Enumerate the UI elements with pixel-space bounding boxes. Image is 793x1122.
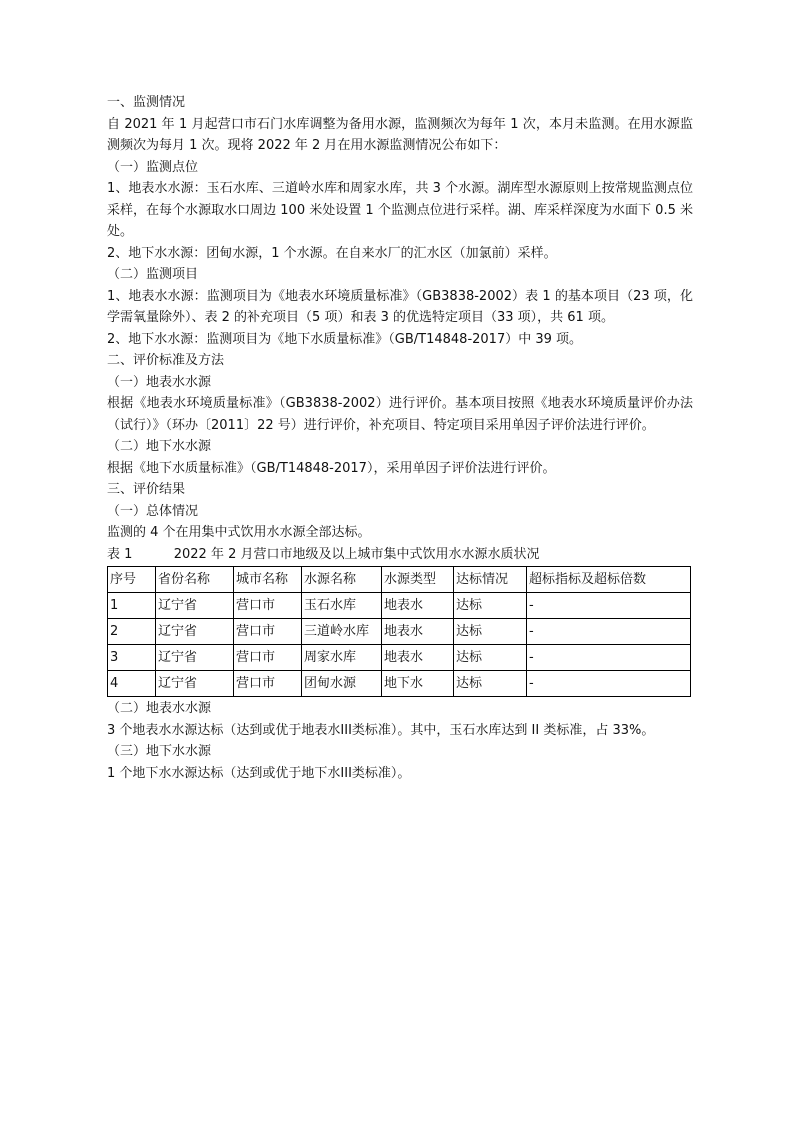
table-header-row bbox=[108, 567, 691, 593]
table-cell: 达标 bbox=[454, 619, 527, 645]
section-heading-monitoring: 一、监测情况 bbox=[107, 95, 186, 110]
table-caption bbox=[107, 544, 693, 566]
table-cell: 营口市 bbox=[234, 593, 302, 619]
header-cell-index: 序号 bbox=[108, 567, 156, 593]
table-cell: 辽宁省 bbox=[156, 671, 234, 697]
groundwater-results-paragraph: 1 个地下水水源达标（达到或优于地下水III类标准）。 bbox=[107, 765, 411, 781]
surface-water-points-paragraph: 1、地表水水源：玉石水库、三道岭水库和周家水库，共 3 个水源。湖库型水源原则上按常规监测点位采样，在每个水源取水口周边 100 米处设置 1 个监测点位进行采样。湖、库采样深度为水面下 0.5 米处。 bbox=[107, 181, 693, 239]
subheading-groundwater-standard: （二）地下水水源 bbox=[107, 439, 212, 454]
section-heading-standards: 二、评价标准及方法 bbox=[107, 353, 225, 368]
table-caption-label: 表 1 bbox=[107, 546, 133, 562]
overall-result-paragraph: 监测的 4 个在用集中式饮用水水源全部达标。 bbox=[107, 525, 371, 540]
table-cell: 2 bbox=[108, 619, 156, 645]
table-cell: 地表水 bbox=[382, 593, 454, 619]
surface-water-items-paragraph: 1、地表水水源：监测项目为《地表水环境质量标准》（GB3838-2002）表 1 的基本项目（23 项，化学需氧量除外）、表 2 的补充项目（5 项）和表 3 的优选特定项目（33 项），共 61 项。 bbox=[107, 288, 693, 325]
header-cell-city: 城市名称 bbox=[234, 567, 302, 593]
table-cell: 4 bbox=[108, 671, 156, 697]
section-heading-results: 三、评价结果 bbox=[107, 482, 186, 497]
table-cell: 1 bbox=[108, 593, 156, 619]
header-cell-compliance: 达标情况 bbox=[454, 567, 527, 593]
table-cell: 地表水 bbox=[382, 619, 454, 645]
header-cell-source-type: 水源类型 bbox=[382, 567, 454, 593]
subheading-surface-results: （二）地表水水源 bbox=[107, 701, 212, 716]
table-cell: 达标 bbox=[454, 593, 527, 619]
table-row bbox=[108, 619, 691, 645]
table-row bbox=[108, 671, 691, 697]
document-body bbox=[107, 92, 693, 784]
subheading-overall: （一）总体情况 bbox=[107, 503, 199, 519]
header-cell-province: 省份名称 bbox=[156, 567, 234, 593]
table-caption-title: 2022 年 2 月营口市地级及以上城市集中式饮用水水源水质状况 bbox=[173, 546, 540, 562]
groundwater-points-paragraph: 2、地下水水源：团甸水源，1 个水源。在自来水厂的汇水区（加氯前）采样。 bbox=[107, 245, 557, 261]
monitoring-intro-paragraph: 自 2021 年 1 月起营口市石门水库调整为备用水源，监测频次为每年 1 次，本月未监测。在用水源监测频次为每月 1 次。现将 2022 年 2 月在用水源监测情况公布如下： bbox=[107, 116, 693, 153]
groundwater-items-paragraph: 2、地下水水源：监测项目为《地下水质量标准》（GB/T14848-2017）中 39 项。 bbox=[107, 331, 583, 347]
table-cell: 周家水库 bbox=[302, 645, 382, 671]
table-cell: 3 bbox=[108, 645, 156, 671]
surface-standard-paragraph: 根据《地表水环境质量标准》（GB3838-2002）进行评价。基本项目按照《地表水环境质量评价办法（试行）》（环办〔2011〕22 号）进行评价，补充项目、特定项目采用单因子评价法进行评价。 bbox=[107, 396, 693, 433]
table-cell: 辽宁省 bbox=[156, 619, 234, 645]
table-cell: 地表水 bbox=[382, 645, 454, 671]
table-cell: - bbox=[527, 671, 691, 697]
subheading-monitoring-items: （二）监测项目 bbox=[107, 267, 199, 282]
header-cell-source-name: 水源名称 bbox=[302, 567, 382, 593]
subheading-surface-standard: （一）地表水水源 bbox=[107, 374, 212, 390]
subheading-groundwater-results: （三）地下水水源 bbox=[107, 744, 212, 759]
table-cell: 辽宁省 bbox=[156, 645, 234, 671]
table-cell: 团甸水源 bbox=[302, 671, 382, 697]
header-cell-exceedance: 超标指标及超标倍数 bbox=[527, 567, 691, 593]
table-cell: 达标 bbox=[454, 671, 527, 697]
water-quality-table bbox=[107, 566, 691, 697]
table-cell: 达标 bbox=[454, 645, 527, 671]
table-cell: 辽宁省 bbox=[156, 593, 234, 619]
surface-results-paragraph: 3 个地表水水源达标（达到或优于地表水III类标准）。其中，玉石水库达到 II 类标准，占 33%。 bbox=[107, 722, 655, 738]
table-cell: 营口市 bbox=[234, 671, 302, 697]
table-cell: - bbox=[527, 593, 691, 619]
table-row bbox=[108, 593, 691, 619]
table-row bbox=[108, 645, 691, 671]
table-cell: 玉石水库 bbox=[302, 593, 382, 619]
table-cell: - bbox=[527, 619, 691, 645]
groundwater-standard-paragraph: 根据《地下水质量标准》（GB/T14848-2017），采用单因子评价法进行评价。 bbox=[107, 460, 556, 476]
subheading-monitoring-points: （一）监测点位 bbox=[107, 159, 199, 175]
table-cell: 营口市 bbox=[234, 645, 302, 671]
table-cell: 营口市 bbox=[234, 619, 302, 645]
table-cell: 地下水 bbox=[382, 671, 454, 697]
table-cell: 三道岭水库 bbox=[302, 619, 382, 645]
table-cell: - bbox=[527, 645, 691, 671]
